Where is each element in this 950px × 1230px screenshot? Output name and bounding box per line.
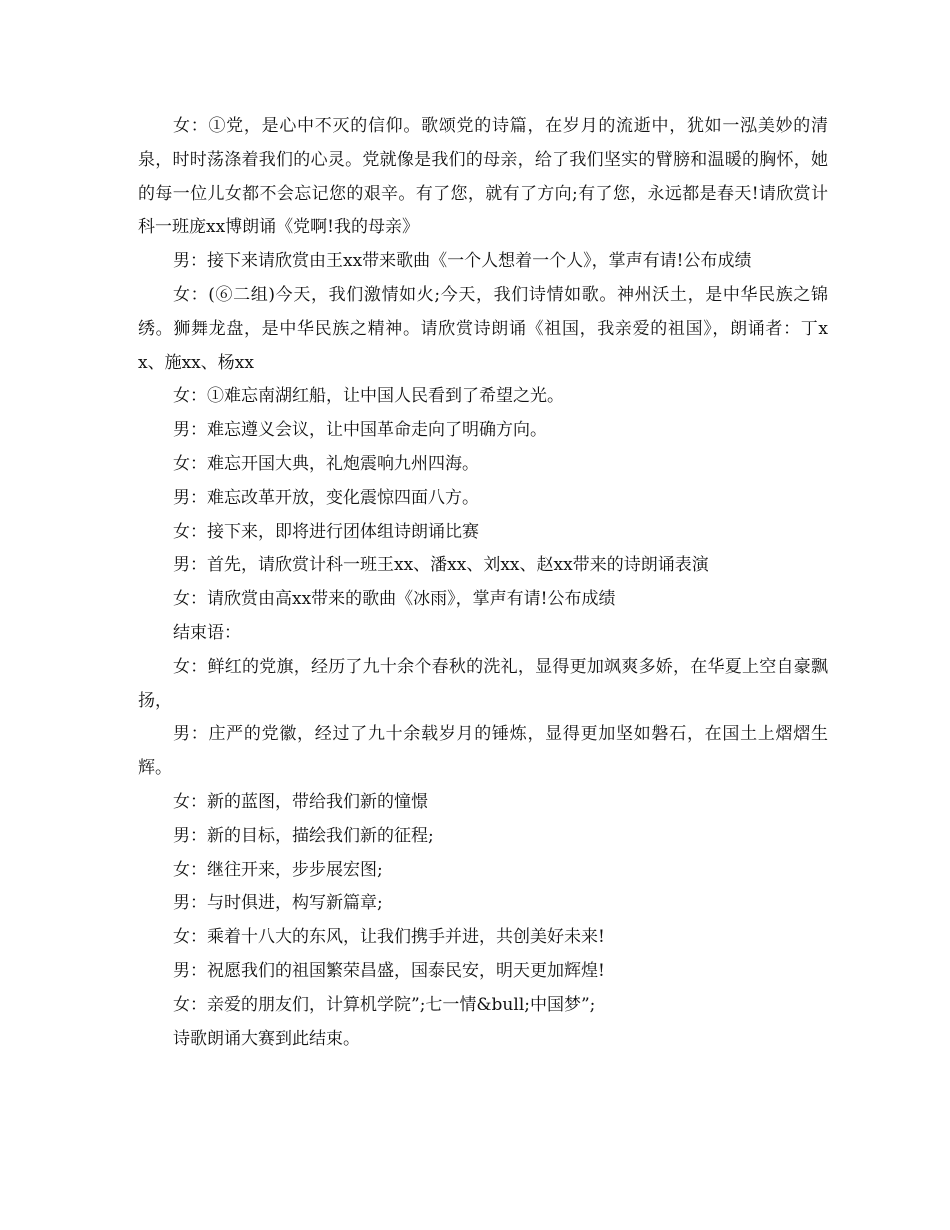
paragraph: 男：首先，请欣赏计科一班王xx、潘xx、刘xx、赵xx带来的诗朗诵表演: [173, 555, 709, 576]
paragraph: 男：难忘改革开放，变化震惊四面八方。: [173, 487, 479, 508]
paragraph: 女：新的蓝图，带给我们新的憧憬: [173, 791, 428, 812]
paragraph: 男：接下来请欣赏由王xx带来歌曲《一个人想着一个人》，掌声有请!公布成绩: [173, 251, 752, 272]
paragraph: 女：亲爱的朋友们，计算机学院”;七一情&bull;中国梦”;: [173, 994, 596, 1015]
paragraph: 女：①党，是心中不灭的信仰。歌颂党的诗篇，在岁月的流逝中，犹如一泓美妙的清泉，时时荡涤着我们的心灵。党就像是我们的母亲，给了我们坚实的臂膀和温暖的胸怀，她的每一位儿女都不会忘记您的艰辛。有了您，就有了方向;有了您，永远都是春天!请欣赏计科一班庞xx博朗诵《党啊!我的母亲》: [138, 116, 828, 238]
paragraph: 男：难忘遵义会议，让中国革命走向了明确方向。: [173, 420, 547, 441]
section-heading: 结束语：: [173, 622, 241, 643]
paragraph: 女：接下来，即将进行团体组诗朗诵比赛: [173, 521, 479, 542]
paragraph: 女：请欣赏由高xx带来的歌曲《冰雨》，掌声有请!公布成绩: [173, 589, 616, 610]
paragraph: 男：祝愿我们的祖国繁荣昌盛，国泰民安，明天更加辉煌!: [173, 960, 605, 981]
paragraph: 女：继往开来，步步展宏图;: [173, 859, 383, 880]
paragraph: 男：与时俱进，构写新篇章;: [173, 893, 383, 914]
paragraph: 男：庄严的党徽，经过了九十余载岁月的锤炼，显得更加坚如磐石，在国土上熠熠生辉。: [138, 724, 828, 779]
paragraph: 女：鲜红的党旗，经历了九十余个春秋的洗礼，显得更加飒爽多娇，在华夏上空自豪飘扬，: [138, 656, 828, 711]
paragraph: 女：乘着十八大的东风，让我们携手并进，共创美好未来!: [173, 927, 605, 948]
paragraph: 诗歌朗诵大赛到此结束。: [173, 1028, 360, 1049]
paragraph: 女：(⑥二组)今天，我们激情如火;今天，我们诗情如歌。神州沃土，是中华民族之锦绣。狮舞龙盘，是中华民族之精神。请欣赏诗朗诵《祖国，我亲爱的祖国》，朗诵者：丁xx、施xx、杨xx: [138, 284, 828, 373]
paragraph: 女：①难忘南湖红船，让中国人民看到了希望之光。: [173, 386, 564, 407]
paragraph: 女：难忘开国大典，礼炮震响九州四海。: [173, 453, 479, 474]
document-body: [138, 110, 828, 1056]
paragraph: 男：新的目标，描绘我们新的征程;: [173, 825, 434, 846]
